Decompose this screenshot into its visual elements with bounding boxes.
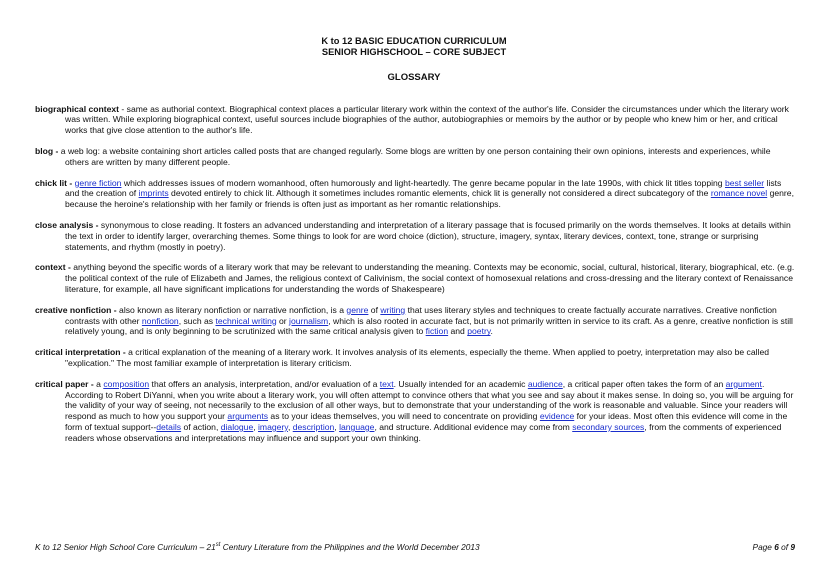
header-line-1: K to 12 BASIC EDUCATION CURRICULUM — [321, 36, 507, 46]
term: chick lit - — [35, 177, 73, 188]
definition-text: genre, because the heroine's relationship with her family or friends is often just as important as her romantic relationships. — [65, 188, 794, 210]
link-imagery[interactable]: imagery — [258, 421, 288, 432]
definition-text: , such as — [178, 315, 216, 326]
footer-title — [35, 542, 480, 552]
page-current: 6 — [774, 542, 779, 552]
entry-close-analysis — [35, 220, 795, 252]
entry-blog — [35, 146, 795, 168]
definition-text: anything beyond the specific words of a literary work that may be relevant to understanding the meaning. Contexts may be economic, social, cultural, historical, literary, biographical, etc. (e.g. the political context of the rule of Elizabeth and James, the religious context of Calivinism, the social context of homosexual relations and cross-dressing and the literary context of Renaissance literature, for example, all have significant implications for understanding the words of Shakespeare) — [65, 262, 795, 294]
definition-text: and — [448, 326, 468, 337]
entry-critical-interpretation — [35, 347, 795, 369]
page-footer — [35, 542, 795, 552]
link-fiction[interactable]: fiction — [425, 326, 449, 337]
term: context - — [35, 262, 71, 273]
term: critical paper - — [35, 378, 94, 389]
definition-text: also known as literary nonfiction or narrative nonfiction, is a — [116, 304, 347, 315]
entry-biographical-context — [35, 104, 795, 136]
definition-text: . Usually intended for an academic — [393, 378, 528, 389]
term: creative nonfiction - — [35, 304, 117, 315]
link-technical-writing[interactable]: technical writing — [215, 315, 277, 326]
link-composition[interactable]: composition — [103, 378, 150, 389]
definition-text: lists and the creation of — [65, 177, 782, 199]
entry-chick-lit — [35, 178, 795, 210]
link-nonfiction[interactable]: nonfiction — [141, 315, 179, 326]
definition-text: which addresses issues of modern womanhood, often humorously and light-heartedly. The genre became popular in the late 1990s, with chick lit titles topping — [121, 177, 725, 188]
link-secondary-sources[interactable]: secondary sources — [572, 421, 645, 432]
definition-text: synonymous to close reading. It fosters an advanced understanding and interpretation of a literary passage that is focused primarily on the words themselves. It looks at details within the text in order to identify larger, overarching themes. Some things to look for are word choice (diction), structure, imagery, syntax, literary devices, context, tone, strange or surprising statements, and rhythm (mostly in poetry). — [65, 219, 791, 252]
definition-text: - same as authorial context. Biographical context places a particular literary work within the context of the author's life. Consider the circumstances under which the literary work was written. While exploring biographical context, useful sources include biographies of the author, autobiographies or memoirs by the author or by people who knew him or her, and critical works that give close attention to the author's life. — [65, 103, 789, 136]
page-number — [753, 542, 795, 552]
term: biographical context — [35, 103, 120, 114]
definition-text: . According to Robert DiYanni, when you write about a literary work, you will often attempt to convince others that what you see and say about it makes sense. In doing so, you will be arguing for the validity of your way of seeing, not necessarily to the exclusion of all other ways, but to demonstrate that your understanding of the work is reasonable and valuable. Since your readers will respond as much to how you support your — [65, 378, 794, 422]
link-poetry[interactable]: poetry — [467, 326, 491, 337]
link-imprints[interactable]: imprints — [138, 188, 169, 199]
page-label: Page — [752, 542, 775, 552]
header-line-2: SENIOR HIGHSCHOOL – CORE SUBJECT — [321, 47, 507, 57]
definition-text: , — [253, 421, 259, 432]
definition-text: or — [276, 315, 290, 326]
definition-text: a critical explanation of the meaning of a literary work. It involves analysis of its elements, especially the theme. When applied to poetry, interpretation may also be called "explication." The most familiar example of interpretation is literary criticism. — [65, 347, 770, 368]
link-description[interactable]: description — [292, 421, 335, 432]
link-language[interactable]: language — [339, 421, 375, 432]
link-evidence[interactable]: evidence — [539, 411, 575, 422]
document-header — [0, 36, 828, 58]
link-writing[interactable]: writing — [380, 304, 406, 315]
definition-text: for your ideas. Most often this evidence will come in the form of textual support-- — [65, 411, 788, 432]
definition-text: of — [368, 304, 381, 315]
definition-text: , and structure. Additional evidence may come from — [374, 421, 573, 432]
definition-text: . — [490, 326, 493, 337]
page-total: 9 — [790, 542, 795, 552]
link-best-seller[interactable]: best seller — [724, 177, 765, 188]
page-of: of — [778, 542, 791, 552]
definition-text: a web log: a website containing short articles called posts that are changed regularly. Some blogs are written by one person containing their own opinions, interests and experiences, while others are written by many different people. — [58, 145, 771, 167]
link-dialogue[interactable]: dialogue — [220, 421, 254, 432]
term: critical interpretation - — [35, 347, 126, 358]
footer-title-part: K to 12 Senior High School Core Curriculum – 21 — [35, 542, 216, 552]
entry-context — [35, 262, 795, 294]
entry-critical-paper — [35, 379, 795, 444]
link-text[interactable]: text — [379, 378, 394, 389]
link-romance-novel[interactable]: romance novel — [710, 188, 768, 199]
glossary-title: GLOSSARY — [387, 72, 441, 83]
definition-text: , a critical paper often takes the form of an — [562, 378, 726, 389]
footer-title-part: Century Literature from the Philippines and the World December 2013 — [220, 542, 480, 552]
definition-text: , — [334, 421, 340, 432]
definition-text: devoted entirely to chick lit. Although it sometimes includes romantic elements, chick lit is generally not considered a direct subcategory of the — [168, 188, 711, 199]
link-journalism[interactable]: journalism — [289, 315, 329, 326]
definition-text: as to your ideas themselves, you will need to concentrate on providing — [268, 411, 540, 422]
link-genre-fiction[interactable]: genre fiction — [74, 177, 122, 188]
definition-text: , from the comments of experienced readers whose observations and interpretations may influence and support your own thinking. — [65, 421, 782, 443]
entry-creative-nonfiction — [35, 305, 795, 337]
definition-text: , which is also rooted in accurate fact, but is not primarily written in service to its craft. As a genre, creative nonfiction is still relatively young, and is only beginning to be scrutinized with the same critical analysis given to — [65, 315, 793, 337]
definition-text: a — [93, 378, 104, 389]
link-genre[interactable]: genre — [346, 304, 369, 315]
definition-text: that uses literary styles and techniques to create factually accurate narratives. Creative nonfiction contrasts with other — [65, 304, 777, 326]
footer-superscript: st — [215, 542, 221, 549]
glossary-entries — [35, 95, 795, 454]
link-details[interactable]: details — [156, 421, 182, 432]
definition-text: that offers an analysis, interpretation, and/or evaluation of a — [149, 378, 380, 389]
link-audience[interactable]: audience — [527, 378, 563, 389]
definition-text: , — [287, 421, 293, 432]
term: blog - — [35, 145, 59, 156]
term: close analysis - — [35, 219, 99, 230]
link-argument[interactable]: argument — [725, 378, 762, 389]
definition-text: of action, — [181, 421, 221, 432]
link-arguments[interactable]: arguments — [227, 411, 269, 422]
